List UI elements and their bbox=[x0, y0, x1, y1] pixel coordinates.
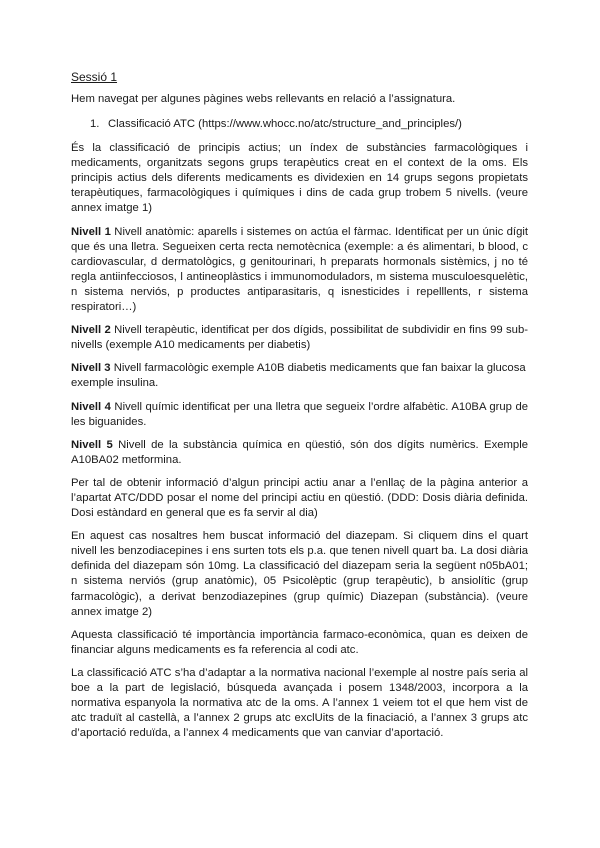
level4-paragraph bbox=[71, 400, 528, 430]
level2-text: Nivell terapèutic, identificat per dos dígids, possibilitat de subdividir en fins 99 sub-nivells (exemple A10 medicaments per diabetis) bbox=[71, 324, 528, 352]
intro-paragraph: Hem navegat per algunes pàgines webs rellevants en relació a l’assignatura. bbox=[71, 93, 456, 105]
level2-label: Nivell 2 bbox=[71, 324, 111, 337]
level5-text: Nivell de la substància química en qüestió, són dos dígits numèrics. Exemple A10BA02 metformina. bbox=[71, 438, 529, 466]
normativa-paragraph: La classificació ATC s’ha d’adaptar a la normativa nacional l’exemple al nostre país seria al boe a la part de legislació, búsqueda avançada i posem 1348/2003, incorpora a la normativa espanyola la normativa atc de la oms. A l’annex 1 veiem tot el que hem vist de atc traduït al castellà, a l’annex 2 grups atc exclUits de la finaciació, a l’annex 3 grups atc d’aportació reduïda, a l’annex 4 medicaments que van canviar d’aportació. bbox=[71, 666, 528, 740]
level1-text: Nivell anatòmic: aparells i sistemes on actúa el fàrmac. Identificat per un únic dígit que és una lletra. Segueixen certa recta nemotècnica (exemple: a és alimentari, b blood, c cardiovascular, d dermatològics, g genitourinari, h preparats hormonals sistèmics, j no té regla antiinfecciosos, l antineoplàstics i immunomoduladors, m sistema musculoesquelètic, n sistema nerviós, p productes antiparasitaris, q isnesticides i repelllents, r sistema respiratori…) bbox=[71, 225, 528, 314]
level1-label: Nivell 1 bbox=[71, 225, 111, 238]
ddd-paragraph: Per tal de obtenir informació d’algun principi actiu anar a l’enllaç de la pàgina anterior a l’apartat ATC/DDD posar el nome del principi actiu en qüestió. (DDD: Dosis diària definida. Dosi estàndard en general que es fa servir al dia) bbox=[71, 476, 528, 520]
atc-definition-paragraph: És la classificació de principis actius; un índex de substàncies farmacològiques i medicaments, organitzats segons grups terapèutics creat en el context de la oms. Els principis actius dels diferents medicaments es dividexien en 14 grups segons propietats terapèutiques, farmacològiques i químiques i dins de cada grup trobem 5 nivells. (veure annex imatge 1) bbox=[71, 142, 528, 215]
list-item bbox=[90, 117, 528, 132]
level4-text: Nivell químic identificat per una lletra que segueix l’ordre alfabètic. A10BA grup de les biguanides. bbox=[71, 400, 529, 428]
level2-paragraph bbox=[71, 323, 528, 353]
level5-paragraph bbox=[71, 438, 528, 468]
diazepam-paragraph: En aquest cas nosaltres hem buscat informació del diazepam. Si cliquem dins el quart nivell les benzodiacepines i ens surten tots els p.a. que tenen nivell quart ba. La dosi diària definida del diazepam són 10mg. La classificació del diazepam seria la següent n05bA01; n sistema nerviós (grup anatòmic), 05 Psicolèptic (grup terapèutic), b ansiolític (grup farmacològic), a derivat benzodiazepines (grup químic) Diazepan (substància). (veure annex imatge 2) bbox=[71, 530, 528, 618]
level1-paragraph bbox=[71, 225, 528, 316]
level4-label: Nivell 4 bbox=[71, 400, 111, 413]
level3-label: Nivell 3 bbox=[71, 362, 111, 375]
session-title: Sessió 1 bbox=[71, 70, 118, 84]
importance-paragraph: Aquesta classificació té importància importància farmaco-econòmica, quan es deixen de financiar alguns medicaments es fa referencia al codi atc. bbox=[71, 628, 528, 656]
level3-paragraph bbox=[71, 361, 528, 391]
level5-label: Nivell 5 bbox=[71, 438, 113, 451]
list-number: 1. bbox=[90, 118, 100, 131]
level3-text: Nivell farmacològic exemple A10B diabetis medicaments que fan baixar la glucosa exemple insulina. bbox=[71, 362, 526, 390]
list-item-text: Classificació ATC (https://www.whocc.no/atc/structure_and_principles/) bbox=[108, 118, 462, 131]
